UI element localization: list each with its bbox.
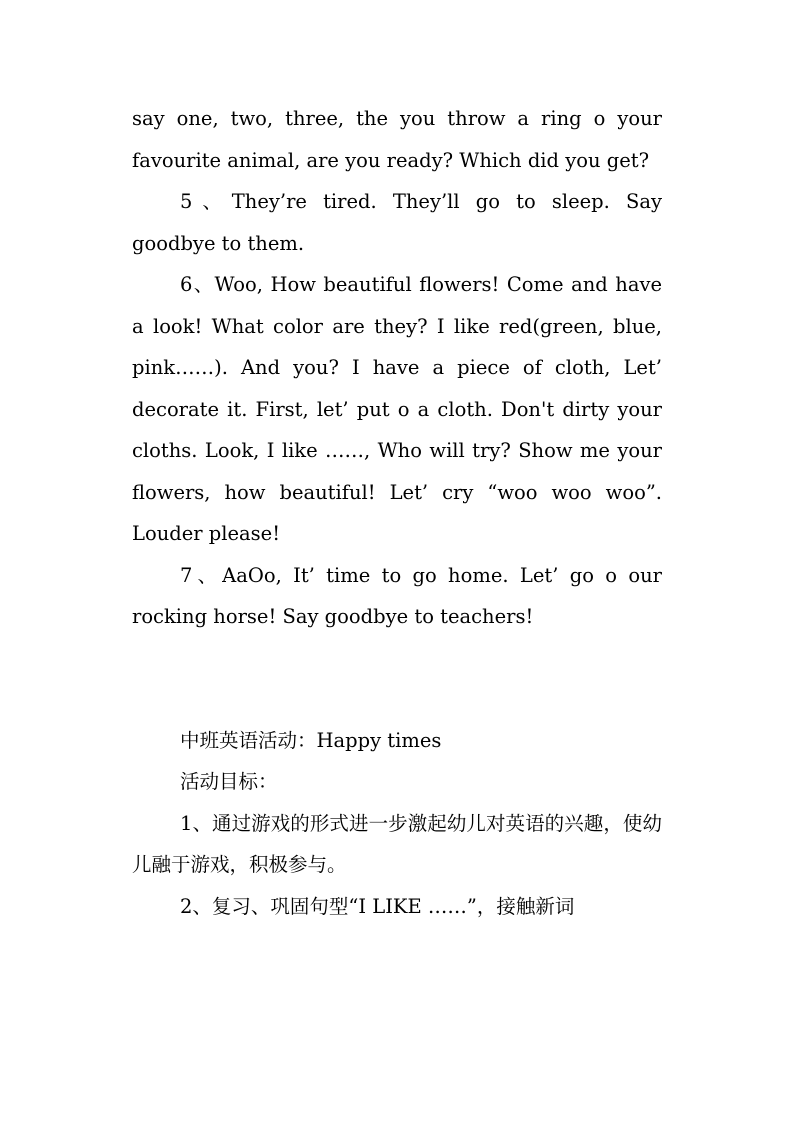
paragraph-step-5: 5、They’re tired. They’ll go to sleep. Say goodbye to them. — [132, 190, 662, 255]
goal-2: 2、复习、巩固句型“I LIKE ……”，接触新词 — [180, 894, 575, 918]
section-title: 中班英语活动：Happy times — [180, 728, 442, 752]
document-body — [132, 98, 662, 927]
paragraph-step-6: 6、Woo, How beautiful flowers! Come and have a look! What color are they? I like red(green, blue, pink……). And you? I have a piece of cloth, Let’ decorate it. First, let’ put o a cloth. Don't dirty your cloths. Look, I like ……, Who will try? Show me your flowers, how beautiful! Let’ cry “woo woo woo”. Louder please! — [132, 273, 662, 545]
goal-1: 1、通过游戏的形式进一步激起幼儿对英语的兴趣，使幼儿融于游戏，积极参与。 — [132, 811, 662, 876]
paragraph-continuation: say one, two, three, the you throw a ring o your favourite animal, are you ready? Which did you get? — [132, 107, 662, 172]
section-gap — [132, 638, 662, 720]
goals-heading: 活动目标： — [180, 770, 278, 793]
paragraph-step-7: 7、AaOo, It’ time to go home. Let’ go o our rocking horse! Say goodbye to teachers! — [132, 563, 662, 628]
